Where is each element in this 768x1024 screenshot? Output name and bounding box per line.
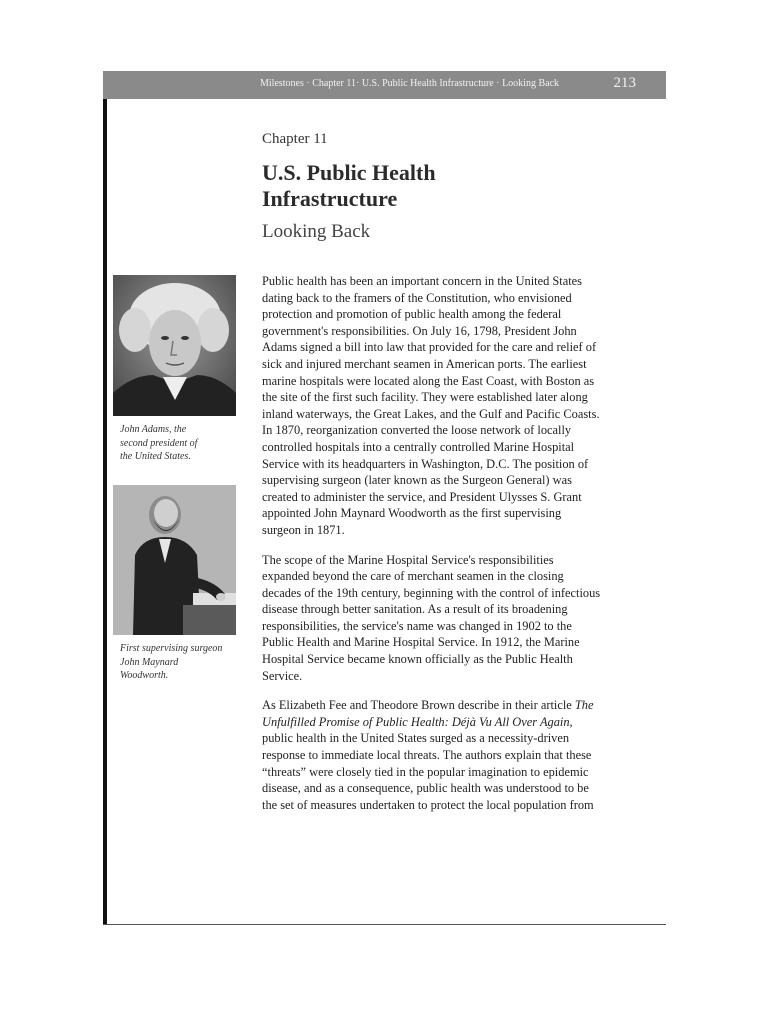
caption-line: First supervising surgeon (120, 643, 223, 654)
caption-john-adams (120, 423, 245, 464)
body-paragraph-2: The scope of the Marine Hospital Service's responsibilities expanded beyond the care of merchant seamen in the closing decades of the 19th century, beginning with the control of infectious disease through better sanitation. As a result of its broadening responsibilities, the service's name was changed in 1902 to the Public Health and Marine Hospital Service. In 1912, the Marine Hospital Service became known officially as the Public Health Service. (262, 552, 601, 683)
bottom-rule (103, 924, 666, 925)
left-margin-rule (103, 99, 107, 925)
chapter-title-line-1: U.S. Public Health (262, 160, 436, 185)
caption-john-maynard-woodworth (120, 642, 245, 683)
running-header (103, 71, 666, 99)
running-title: Milestones · Chapter 11· U.S. Public Health Infrastructure · Looking Back (260, 78, 560, 89)
caption-line: John Maynard (120, 656, 179, 668)
body-text (262, 273, 602, 826)
portrait-john-maynard-woodworth-icon (113, 485, 236, 635)
page-number: 213 (613, 75, 636, 91)
paragraph-3-intro: As Elizabeth Fee and Theodore Brown describe in their article (262, 698, 575, 713)
chapter-label: Chapter 11 (262, 131, 328, 147)
chapter-subtitle: Looking Back (262, 221, 371, 242)
portrait-john-adams-icon (113, 275, 236, 416)
body-paragraph-1: Public health has been an important concern in the United States dating back to the framers of the Constitution, who envisioned protection and promotion of public health among the federal government's responsibilities. On July 16, 1798, President John Adams signed a bill into law that provided for the care and relief of sick and injured merchant seamen in American ports. The earliest marine hospitals were located along the East Coast, with Boston as the site of the first such facility. They were established later along inland waterways, the Great Lakes, and the Gulf and Pacific Coasts. In 1870, reorganization converted the loose network of locally controlled hospitals into a centrally controlled Marine Hospital Service with its headquarters in Washington, D.C. The position of supervising surgeon (later known as the Surgeon General) was created to administer the service, and President Ulysses S. Grant appointed John Maynard Woodworth as the first supervising surgeon in 1871. (262, 274, 600, 537)
paragraph-3-rest: public health in the United States surged as a necessity-driven response to immediate local threats. The authors explain that these “threats” were closely tied in the popular imagination to epidemic disease, and as a consequence, public health was understood to be the set of measures undertaken to protect the local population from (262, 731, 594, 812)
article-title: The Unfulfilled Promise of Public Health: Déjà Vu All Over Again, (262, 698, 594, 729)
caption-line: second president of (120, 437, 198, 449)
body-paragraph-3 (262, 697, 602, 813)
caption-line: Woodworth. (120, 670, 169, 681)
caption-line: the United States. (120, 451, 191, 462)
caption-line: John Adams, the (120, 424, 187, 435)
chapter-title (262, 160, 592, 212)
chapter-title-line-2: Infrastructure (262, 186, 398, 211)
